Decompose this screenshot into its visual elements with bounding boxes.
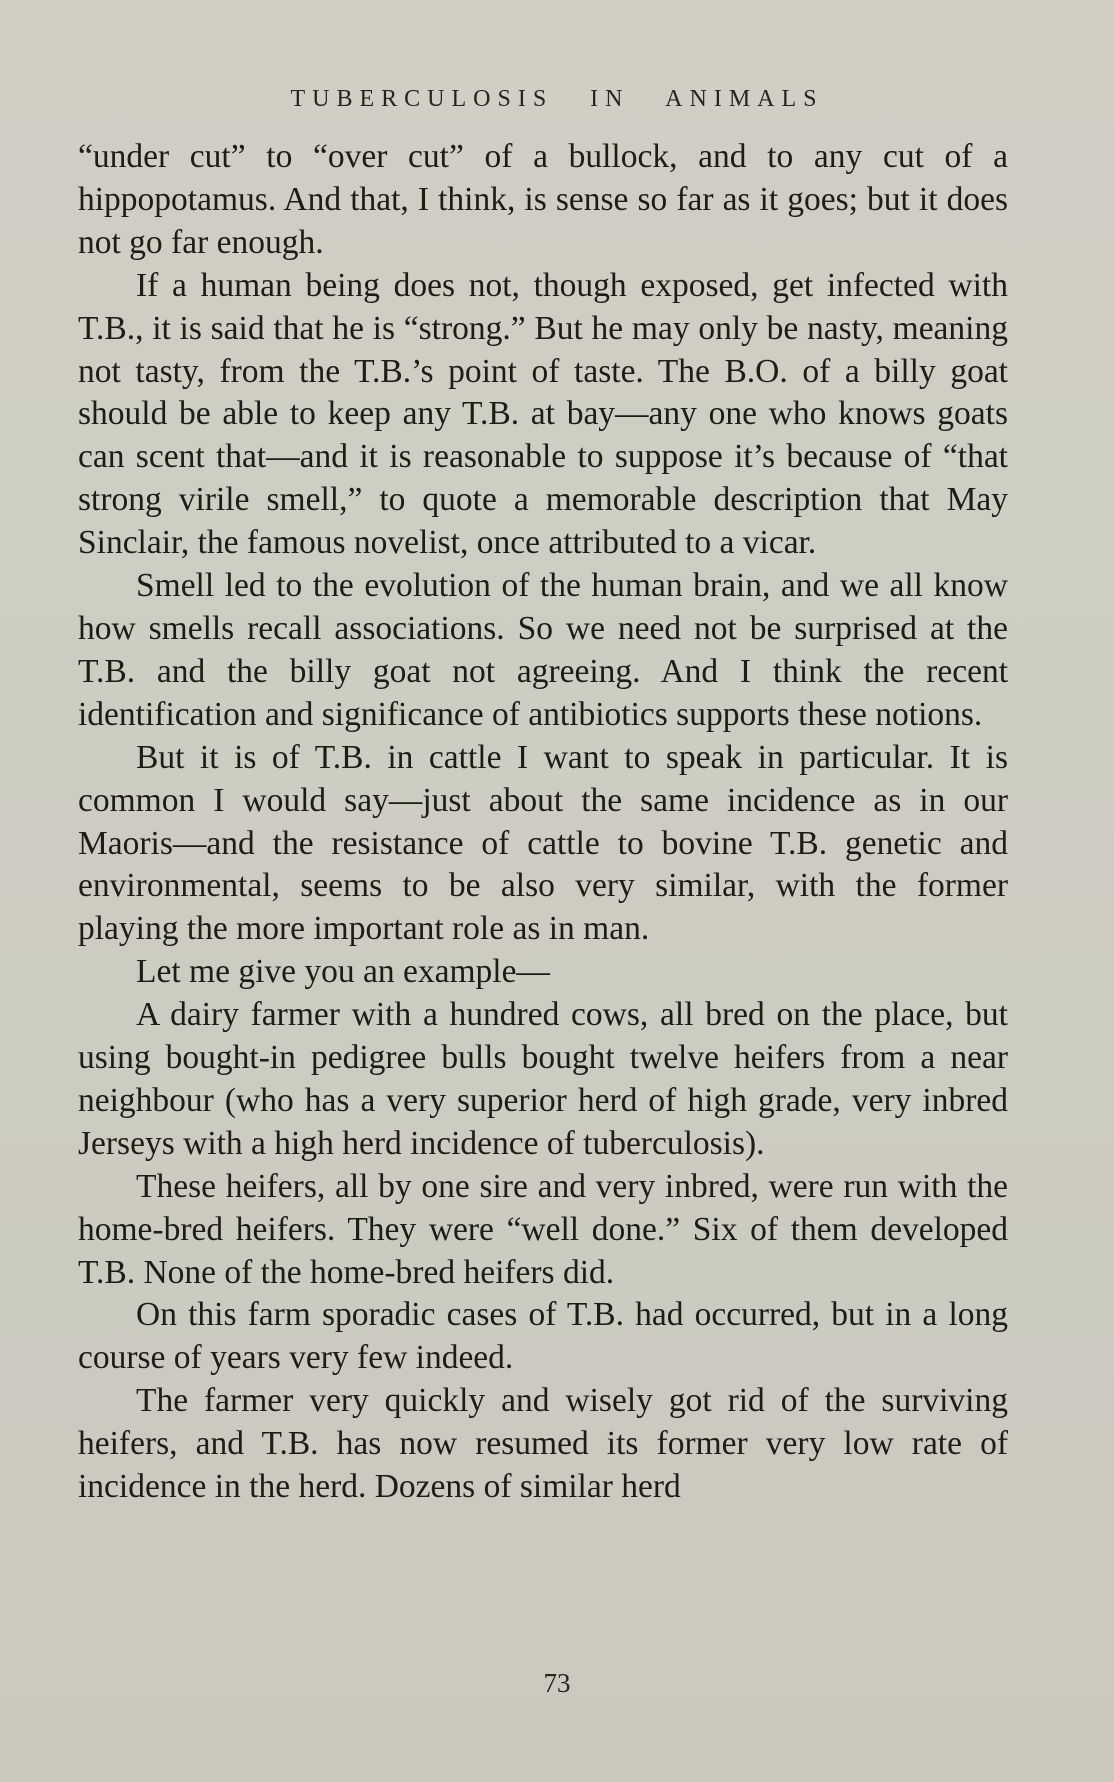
- paragraph: On this farm sporadic cases of T.B. had occurred, but in a long course of years very few indeed.: [78, 1296, 1008, 1377]
- running-head: TUBERCULOSIS IN ANIMALS: [290, 86, 824, 112]
- paragraph: But it is of T.B. in cattle I want to speak in particular. It is common I would say—just about the same incidence as in our Maoris—and the resistance of cattle to bovine T.B. genetic and environmental, seems to be also very similar, with the former playing the more important role as in man.: [78, 738, 1008, 948]
- paragraph: The farmer very quickly and wisely got rid of the surviving heifers, and T.B. has now resumed its former very low rate of incidence in the herd. Dozens of similar herd: [78, 1382, 1008, 1506]
- body-text: [78, 136, 1008, 1509]
- paragraph: These heifers, all by one sire and very inbred, were run with the home-bred heifers. They were “well done.” Six of them developed T.B. None of the home-bred heifers did.: [78, 1167, 1008, 1291]
- page-number: 73: [543, 1668, 571, 1698]
- paragraph: Smell led to the evolution of the human brain, and we all know how smells recall associations. So we need not be surprised at the T.B. and the billy goat not agreeing. And I think the recent identification and significance of antibiotics supports these notions.: [78, 567, 1008, 733]
- paragraph: Let me give you an example—: [136, 953, 550, 991]
- paragraph: If a human being does not, though exposed, get infected with T.B., it is said that he is “strong.” But he may only be nasty, meaning not tasty, from the T.B.’s point of taste. The B.O. of a billy goat should be able to keep any T.B. at bay—any one who knows goats can scent that—and it is reasonable to suppose it’s because of “that strong virile smell,” to quote a memorable description that May Sinclair, the famous novelist, once attributed to a vicar.: [78, 266, 1008, 562]
- paragraph: A dairy farmer with a hundred cows, all bred on the place, but using bought-in pedigree bulls bought twelve heifers from a near neighbour (who has a very superior herd of high grade, very inbred Jerseys with a high herd incidence of tuberculosis).: [78, 996, 1008, 1162]
- paragraph-continued: “under cut” to “over cut” of a bullock, and to any cut of a hippopotamus. And that, I think, is sense so far as it goes; but it does not go far enough.: [78, 138, 1008, 261]
